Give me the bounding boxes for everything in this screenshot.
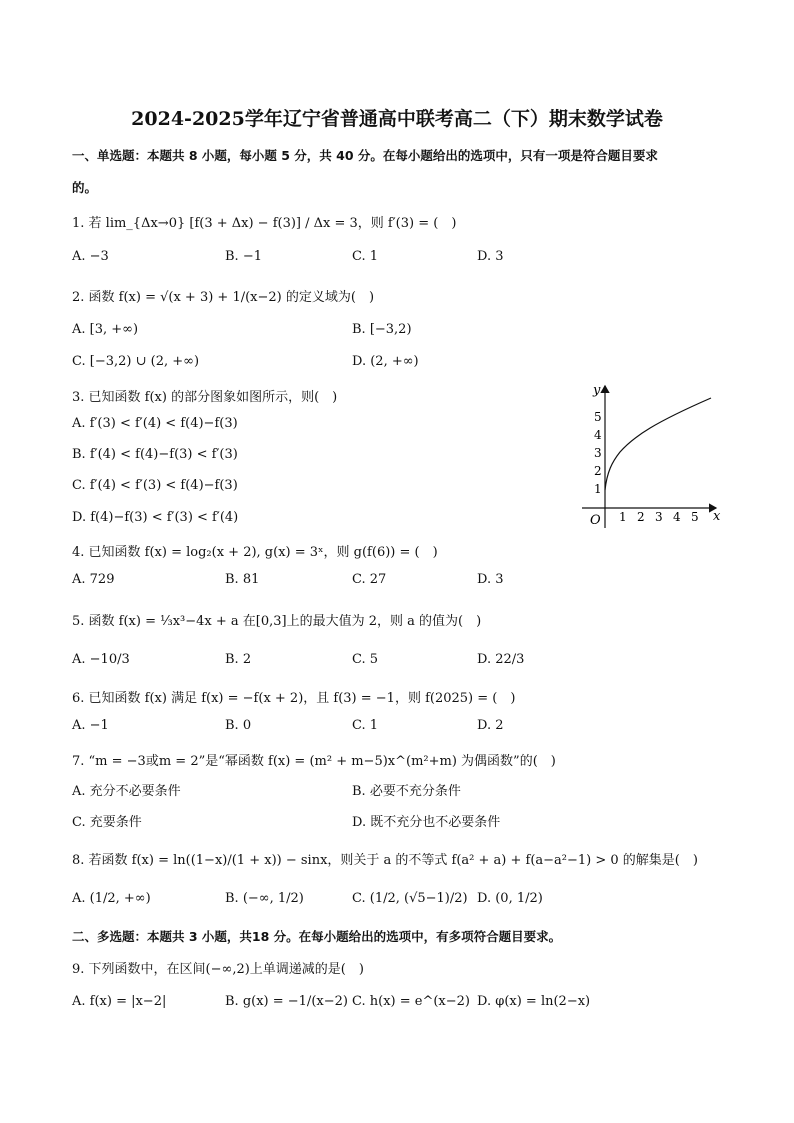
x-tick-3: 3 [655, 510, 663, 524]
function-graph [576, 378, 726, 534]
question-1-stem: 1. 若 lim_{Δx→0} [f(3 + Δx) − f(3)] / Δx = 3，则 f′(3) = ( ) [72, 216, 457, 231]
q4-option-a[interactable]: A. 729 [72, 572, 115, 587]
q6-option-d[interactable]: D. 2 [477, 718, 504, 733]
question-6-stem: 6. 已知函数 f(x) 满足 f(x) = −f(x + 2)，且 f(3) = −1，则 f(2025) = ( ) [72, 691, 516, 706]
question-7-stem: 7. “m = −3或m = 2”是“幂函数 f(x) = (m² + m−5)x^(m²+m) 为偶函数”的( ) [72, 754, 556, 769]
q7-option-b[interactable]: B. 必要不充分条件 [352, 784, 461, 799]
q7-option-d[interactable]: D. 既不充分也不必要条件 [352, 815, 501, 830]
q4-option-c[interactable]: C. 27 [352, 572, 387, 587]
q1-option-c[interactable]: C. 1 [352, 249, 379, 264]
y-tick-1: 1 [594, 482, 602, 496]
origin-label: O [590, 513, 601, 528]
section-1-heading: 一、单选题：本题共 8 小题，每小题 5 分，共 40 分。在每小题给出的选项中，只有一项是符合题目要求 [72, 148, 658, 163]
q8-option-a[interactable]: A. (1/2, +∞) [72, 891, 151, 906]
question-2-stem: 2. 函数 f(x) = √(x + 3) + 1/(x−2) 的定义域为( ) [72, 290, 375, 305]
q2-option-a[interactable]: A. [3, +∞) [72, 322, 139, 337]
x-tick-4: 4 [673, 510, 681, 524]
q2-option-d[interactable]: D. (2, +∞) [352, 354, 419, 369]
question-3-stem: 3. 已知函数 f(x) 的部分图象如图所示，则( ) [72, 390, 338, 405]
y-tick-4: 4 [594, 428, 602, 442]
x-tick-labels [619, 510, 699, 524]
q8-option-c[interactable]: C. (1/2, (√5−1)/2) [352, 891, 468, 906]
q3-option-a[interactable]: A. f′(3) < f′(4) < f(4)−f(3) [72, 416, 238, 431]
q9-option-d[interactable]: D. φ(x) = ln(2−x) [477, 994, 591, 1009]
q9-option-b[interactable]: B. g(x) = −1/(x−2) [225, 994, 348, 1009]
q3-option-c[interactable]: C. f′(4) < f′(3) < f(4)−f(3) [72, 478, 238, 493]
q5-option-d[interactable]: D. 22/3 [477, 652, 525, 667]
x-tick-5: 5 [691, 510, 699, 524]
q5-option-b[interactable]: B. 2 [225, 652, 252, 667]
q1-option-b[interactable]: B. −1 [225, 249, 262, 264]
question-9-stem: 9. 下列函数中，在区间(−∞,2)上单调递减的是( ) [72, 962, 364, 977]
q4-option-d[interactable]: D. 3 [477, 572, 504, 587]
y-axis-label: y [593, 383, 601, 398]
q1-option-a[interactable]: A. −3 [72, 249, 109, 264]
q7-option-c[interactable]: C. 充要条件 [72, 815, 142, 830]
q5-option-a[interactable]: A. −10/3 [72, 652, 130, 667]
q9-option-c[interactable]: C. h(x) = e^(x−2) [352, 994, 470, 1009]
section-1-heading-cont: 的。 [72, 180, 98, 195]
y-tick-labels [594, 410, 602, 496]
q8-option-b[interactable]: B. (−∞, 1/2) [225, 891, 304, 906]
x-tick-1: 1 [619, 510, 627, 524]
page-title: 2024-2025学年辽宁省普通高中联考高二（下）期末数学试卷 [131, 108, 663, 130]
x-axis-label: x [713, 509, 721, 524]
q9-option-a[interactable]: A. f(x) = |x−2| [72, 994, 167, 1009]
x-tick-2: 2 [637, 510, 645, 524]
q2-option-c[interactable]: C. [−3,2) ∪ (2, +∞) [72, 354, 200, 369]
section-2-heading: 二、多选题：本题共 3 小题，共18 分。在每小题给出的选项中，有多项符合题目要求。 [72, 929, 562, 944]
y-tick-2: 2 [594, 464, 602, 478]
q7-option-a[interactable]: A. 充分不必要条件 [72, 784, 181, 799]
q6-option-a[interactable]: A. −1 [72, 718, 109, 733]
question-4-stem: 4. 已知函数 f(x) = log₂(x + 2), g(x) = 3ˣ，则 g(f(6)) = ( ) [72, 545, 438, 560]
question-8-stem: 8. 若函数 f(x) = ln((1−x)/(1 + x)) − sinx，则关于 a 的不等式 f(a² + a) + f(a−a²−1) > 0 的解集是( ) [72, 853, 698, 868]
q5-option-c[interactable]: C. 5 [352, 652, 379, 667]
function-curve [605, 398, 711, 490]
q6-option-b[interactable]: B. 0 [225, 718, 252, 733]
question-5-stem: 5. 函数 f(x) = ⅓x³−4x + a 在[0,3]上的最大值为 2，则 a 的值为( ) [72, 614, 482, 629]
q4-option-b[interactable]: B. 81 [225, 572, 260, 587]
q8-option-d[interactable]: D. (0, 1/2) [477, 891, 543, 906]
y-tick-5: 5 [594, 410, 602, 424]
q3-option-b[interactable]: B. f′(4) < f(4)−f(3) < f′(3) [72, 447, 238, 462]
y-tick-3: 3 [594, 446, 602, 460]
q6-option-c[interactable]: C. 1 [352, 718, 379, 733]
q2-option-b[interactable]: B. [−3,2) [352, 322, 412, 337]
q3-option-d[interactable]: D. f(4)−f(3) < f′(3) < f′(4) [72, 510, 239, 525]
q1-option-d[interactable]: D. 3 [477, 249, 504, 264]
